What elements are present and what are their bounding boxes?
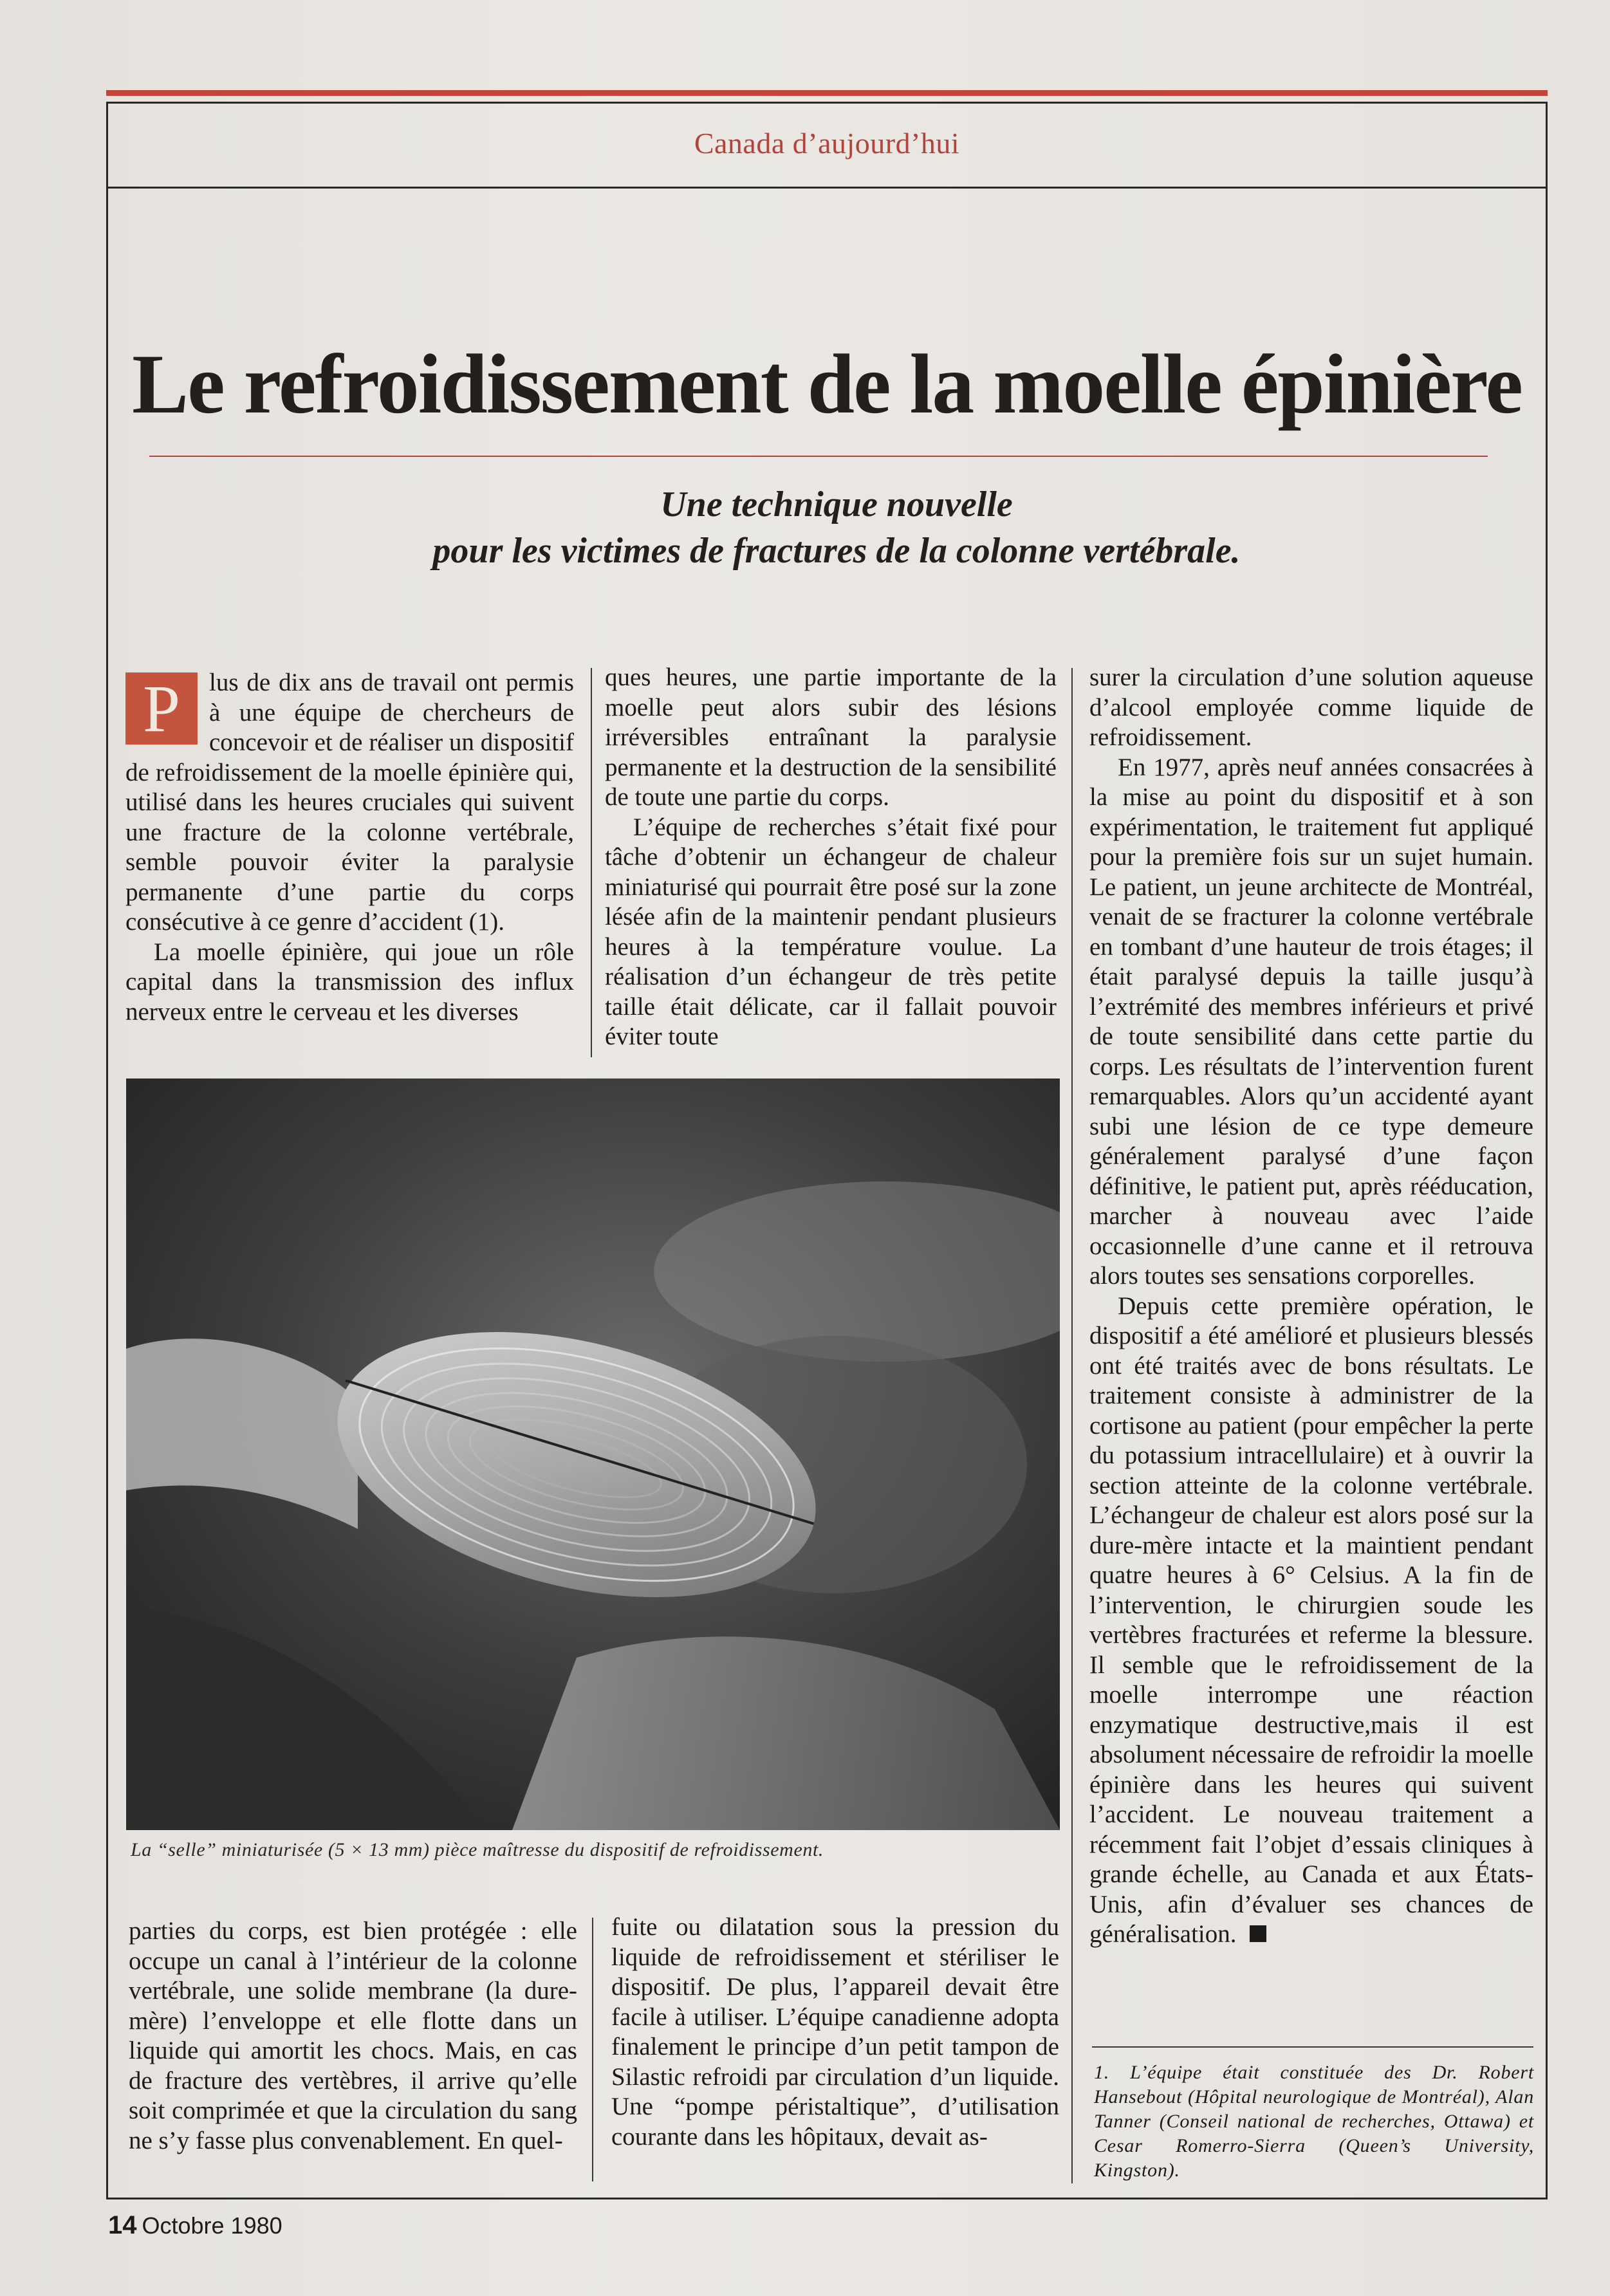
footnote: 1. L’équipe était constituée des Dr. Robert Hansebout (Hôpital neurologique de Montréal), Alan Tanner (Conseil national de recherches, Ottawa) et Cesar Romerro-Sierra (Queen’s University, Kingston). [1094, 2062, 1534, 2181]
paragraph: surer la circulation d’une solution aqueuse d’alcool employée comme liquide de refroidissement. [1089, 663, 1533, 751]
page-number: 14 [108, 2211, 137, 2239]
footnote-divider [1092, 2046, 1533, 2048]
cooling-saddle-photo [126, 1079, 1060, 1830]
column-rule [591, 668, 592, 1057]
column-1-top [125, 668, 574, 1027]
article-title: Le refroidissement de la moelle épinière [132, 337, 1522, 431]
paragraph-final [1089, 1292, 1533, 1950]
paragraph: fuite ou dilatation sous la pression du liquide de refroidissement et stériliser le dispositif. De plus, l’appareil devait être facile à utiliser. L’équipe canadienne adopta finalement le principe d’un petit tampon de Silastic refroidi par circulation d’un liquide. Une “pompe péristaltique”, d’utilisation courante dans les hôpitaux, devait as- [611, 1913, 1059, 2151]
article-photo [126, 1079, 1060, 1830]
subtitle-line-1: Une technique nouvelle [660, 485, 1013, 524]
column-1-bottom [129, 1916, 577, 2156]
column-rule [1071, 668, 1073, 2183]
paragraph: La moelle épinière, qui joue un rôle capital dans la transmission des influx nerveux entre le cerveau et les diverses [125, 938, 574, 1026]
top-red-rule [106, 90, 1548, 96]
title-divider [149, 456, 1488, 457]
paragraph-intro-text: lus de dix ans de travail ont permis à une équipe de chercheurs de concevoir et de réaliser un dispositif de refroidissement de la moelle épinière qui, utilisé dans les heures cruciales qui suivent une fracture de la colonne vertébrale, semble pouvoir éviter la paralysie permanente d’une partie du corps consécutive à ce genre d’accident (1). [125, 669, 574, 936]
column-rule [592, 1918, 593, 2181]
paragraph-final-text: Depuis cette première opération, le dispositif a été amélioré et plusieurs blessés ont été traités avec de bons résultats. Le traitement consiste à administrer de la cortisone au patient (pour empêcher la perte du potassium intracellulaire) et à ouvrir la section atteinte de la colonne vertébrale. L’échangeur de chaleur est alors posé sur la dure-mère intacte et la maintient pendant quatre heures à 6° Celsius. A la fin de l’intervention, le chirurgien soude les vertèbres fracturées et referme la blessure. Il semble que le refroidissement de la moelle interrompe une réaction enzymatique destructive,mais il est absolument nécessaire de refroidir la moelle épinière dans les heures qui suivent l’accident. Le nouveau traitement a récemment fait l’objet d’essais cliniques à grande échelle, au Canada et aux États-Unis, afin d’évaluer ses chances de généralisation. [1089, 1292, 1533, 1948]
column-2-top [605, 663, 1057, 1052]
page-folio [108, 2211, 282, 2240]
paragraph: L’équipe de recherches s’était fixé pour tâche d’obtenir un échangeur de chaleur miniaturisé qui pourrait être posé sur la zone lésée afin de la maintenir pendant plusieurs heures à la température voulue. La réalisation d’un échangeur de très petite taille était délicate, car il fallait pouvoir éviter toute [605, 813, 1057, 1050]
section-title: Canada d’aujourd’hui [694, 127, 960, 160]
column-2-bottom [611, 1912, 1059, 2152]
subtitle-line-2: pour les victimes de fractures de la colonne vertébrale. [432, 531, 1241, 571]
paragraph-intro [125, 668, 574, 938]
column-3 [1089, 663, 1533, 1950]
paragraph: ques heures, une partie importante de la moelle peut alors subir des lésions irréversibles entraînant la paralysie permanente et la destruction de la sensibilité de toute une partie du corps. [605, 663, 1057, 811]
photo-caption: La “selle” miniaturisée (5 × 13 mm) pièce maîtresse du dispositif de refroidissement. [131, 1839, 824, 1860]
paragraph: En 1977, après neuf années consacrées à la mise au point du dispositif et à son expérimentation, le traitement fut appliqué pour la première fois sur un sujet humain. Le patient, un jeune architecte de Montréal, venait de se fracturer la colonne vertébrale en tombant d’une hauteur de trois étages; il était paralysé depuis la taille jusqu’à l’extrémité des membres inférieurs et privé de toute sensibilité dans cette partie du corps. Les résultats de l’intervention furent remarquables. Alors qu’un accidenté ayant subi une lésion de ce type demeure généralement paralysé d’une façon définitive, le patient put, après rééducation, marcher à nouveau avec l’aide occasionnelle d’une canne et il retrouva alors toutes ses sensations corporelles. [1089, 753, 1533, 1290]
end-of-article-mark [1250, 1925, 1266, 1942]
paragraph: parties du corps, est bien protégée : elle occupe un canal à l’intérieur de la colonne vertébrale, une solide membrane (la dure-mère) l’enveloppe et elle flotte dans un liquide qui amortit les chocs. Mais, en cas de fracture des vertèbres, il arrive qu’elle soit comprimée et que la circulation du sang ne s’y fasse plus convenablement. En quel- [129, 1917, 577, 2154]
issue-date: Octobre 1980 [142, 2212, 282, 2239]
header-band [106, 102, 1548, 189]
article-subtitle [129, 481, 1544, 574]
drop-cap: P [125, 672, 198, 745]
